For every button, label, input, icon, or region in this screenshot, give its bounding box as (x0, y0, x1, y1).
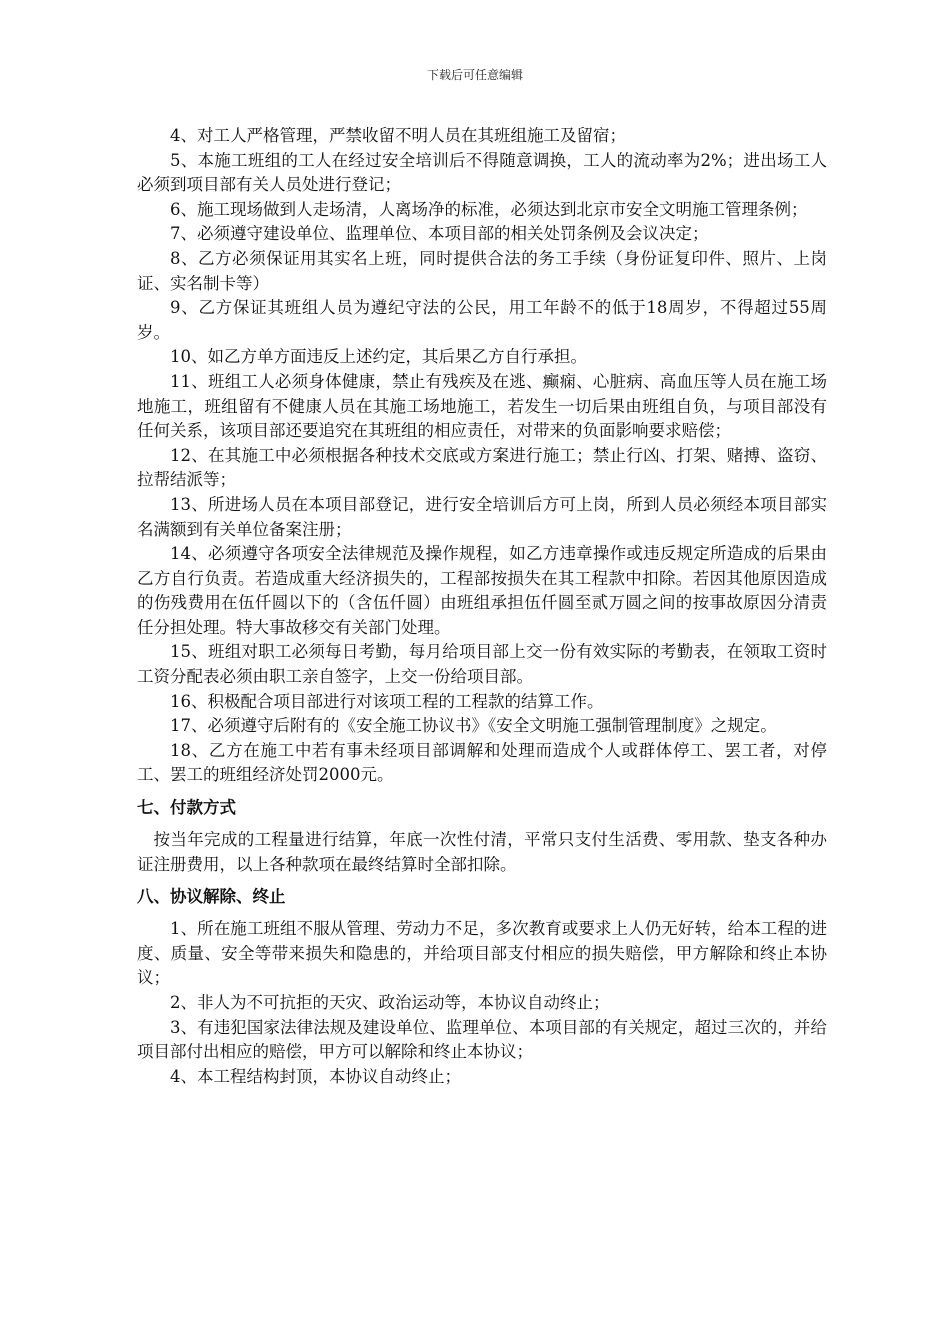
clause-item: 4、对工人严格管理，严禁收留不明人员在其班组施工及留宿； (170, 126, 626, 145)
clause-item: 11、班组工人必须身体健康，禁止有残疾及在逃、癫痫、心脏病、高血压等人员在施工场地施工，班组留有不健康人员在其施工场地施工，若发生一切后果由班组自负，与项目部没有任何关系，该项目部还要追究在其班组的相应责任，对带来的负面影响要求赔偿； (137, 371, 827, 441)
termination-item: 3、有违犯国家法律法规及建设单位、监理单位、本项目部的有关规定，超过三次的，并给项目部付出相应的赔偿，甲方可以解除和终止本协议； (137, 1017, 827, 1062)
clause-item: 15、班组对职工必须每日考勤，每月给项目部上交一份有效实际的考勤表，在领取工资时工资分配表必须由职工亲自签字，上交一份给项目部。 (137, 642, 827, 687)
clause-item: 5、本施工班组的工人在经过安全培训后不得随意调换，工人的流动率为2%；进出场工人必须到项目部有关人员处进行登记； (137, 150, 827, 195)
clause-item: 7、必须遵守建设单位、监理单位、本项目部的相关处罚条例及会议决定； (170, 224, 709, 244)
payment-text: 按当年完成的工程量进行结算，年底一次性付清，平常只支付生活费、零用款、垫支各种办证注册费用，以上各种款项在最终结算时全部扣除。 (137, 830, 827, 874)
clause-item: 10、如乙方单方面违反上述约定，其后果乙方自行承担。 (170, 347, 587, 367)
document-body (137, 124, 827, 1089)
section-heading-payment: 七、付款方式 (137, 798, 236, 818)
termination-item: 4、本工程结构封顶，本协议自动终止； (170, 1066, 461, 1086)
clause-item: 18、乙方在施工中若有事未经项目部调解和处理而造成个人或群体停工、罢工者，对停工、罢工的班组经济处罚2000元。 (137, 740, 827, 785)
clause-item: 17、必须遵守后附有的《安全施工协议书》《安全文明施工强制管理制度》之规定。 (170, 716, 777, 736)
page-header: 下载后可任意编辑 (426, 68, 523, 82)
clause-item: 8、乙方必须保证用其实名上班，同时提供合法的务工手续（身份证复印件、照片、上岗证、实名制卡等） (137, 248, 827, 293)
section-heading-termination: 八、协议解除、终止 (137, 887, 286, 907)
clause-item: 6、施工现场做到人走场清，人离场净的标准，必须达到北京市安全文明施工管理条例； (170, 199, 808, 219)
termination-item: 2、非人为不可抗拒的天灾、政治运动等，本协议自动终止； (170, 993, 610, 1012)
clause-item: 13、所进场人员在本项目部登记，进行安全培训后方可上岗，所到人员必须经本项目部实名满额到有关单位备案注册； (137, 494, 827, 539)
clause-item: 16、积极配合项目部进行对该项工程的工程款的结算工作。 (170, 691, 604, 711)
clause-item: 14、必须遵守各项安全法律规范及操作规程，如乙方违章操作或违反规定所造成的后果由乙方自行负责。若造成重大经济损失的，工程部按损失在其工程款中扣除。若因其他原因造成的伤残费用在伍仟圆以下的（含伍仟圆）由班组承担伍仟圆至贰万圆之间的按事故原因分清责任分担处理。特大事故移交有关部门处理。 (137, 544, 827, 637)
termination-item: 1、所在施工班组不服从管理、劳动力不足，多次教育或要求上人仍无好转，给本工程的进度、质量、安全等带来损失和隐患的，并给项目部支付相应的损失赔偿，甲方解除和终止本协议； (137, 919, 827, 988)
clause-item: 12、在其施工中必须根据各种技术交底或方案进行施工；禁止行凶、打架、赌搏、盗窃、拉帮结派等； (137, 445, 827, 490)
clause-item: 9、乙方保证其班组人员为遵纪守法的公民，用工年龄不的低于18周岁，不得超过55周岁。 (137, 298, 827, 342)
